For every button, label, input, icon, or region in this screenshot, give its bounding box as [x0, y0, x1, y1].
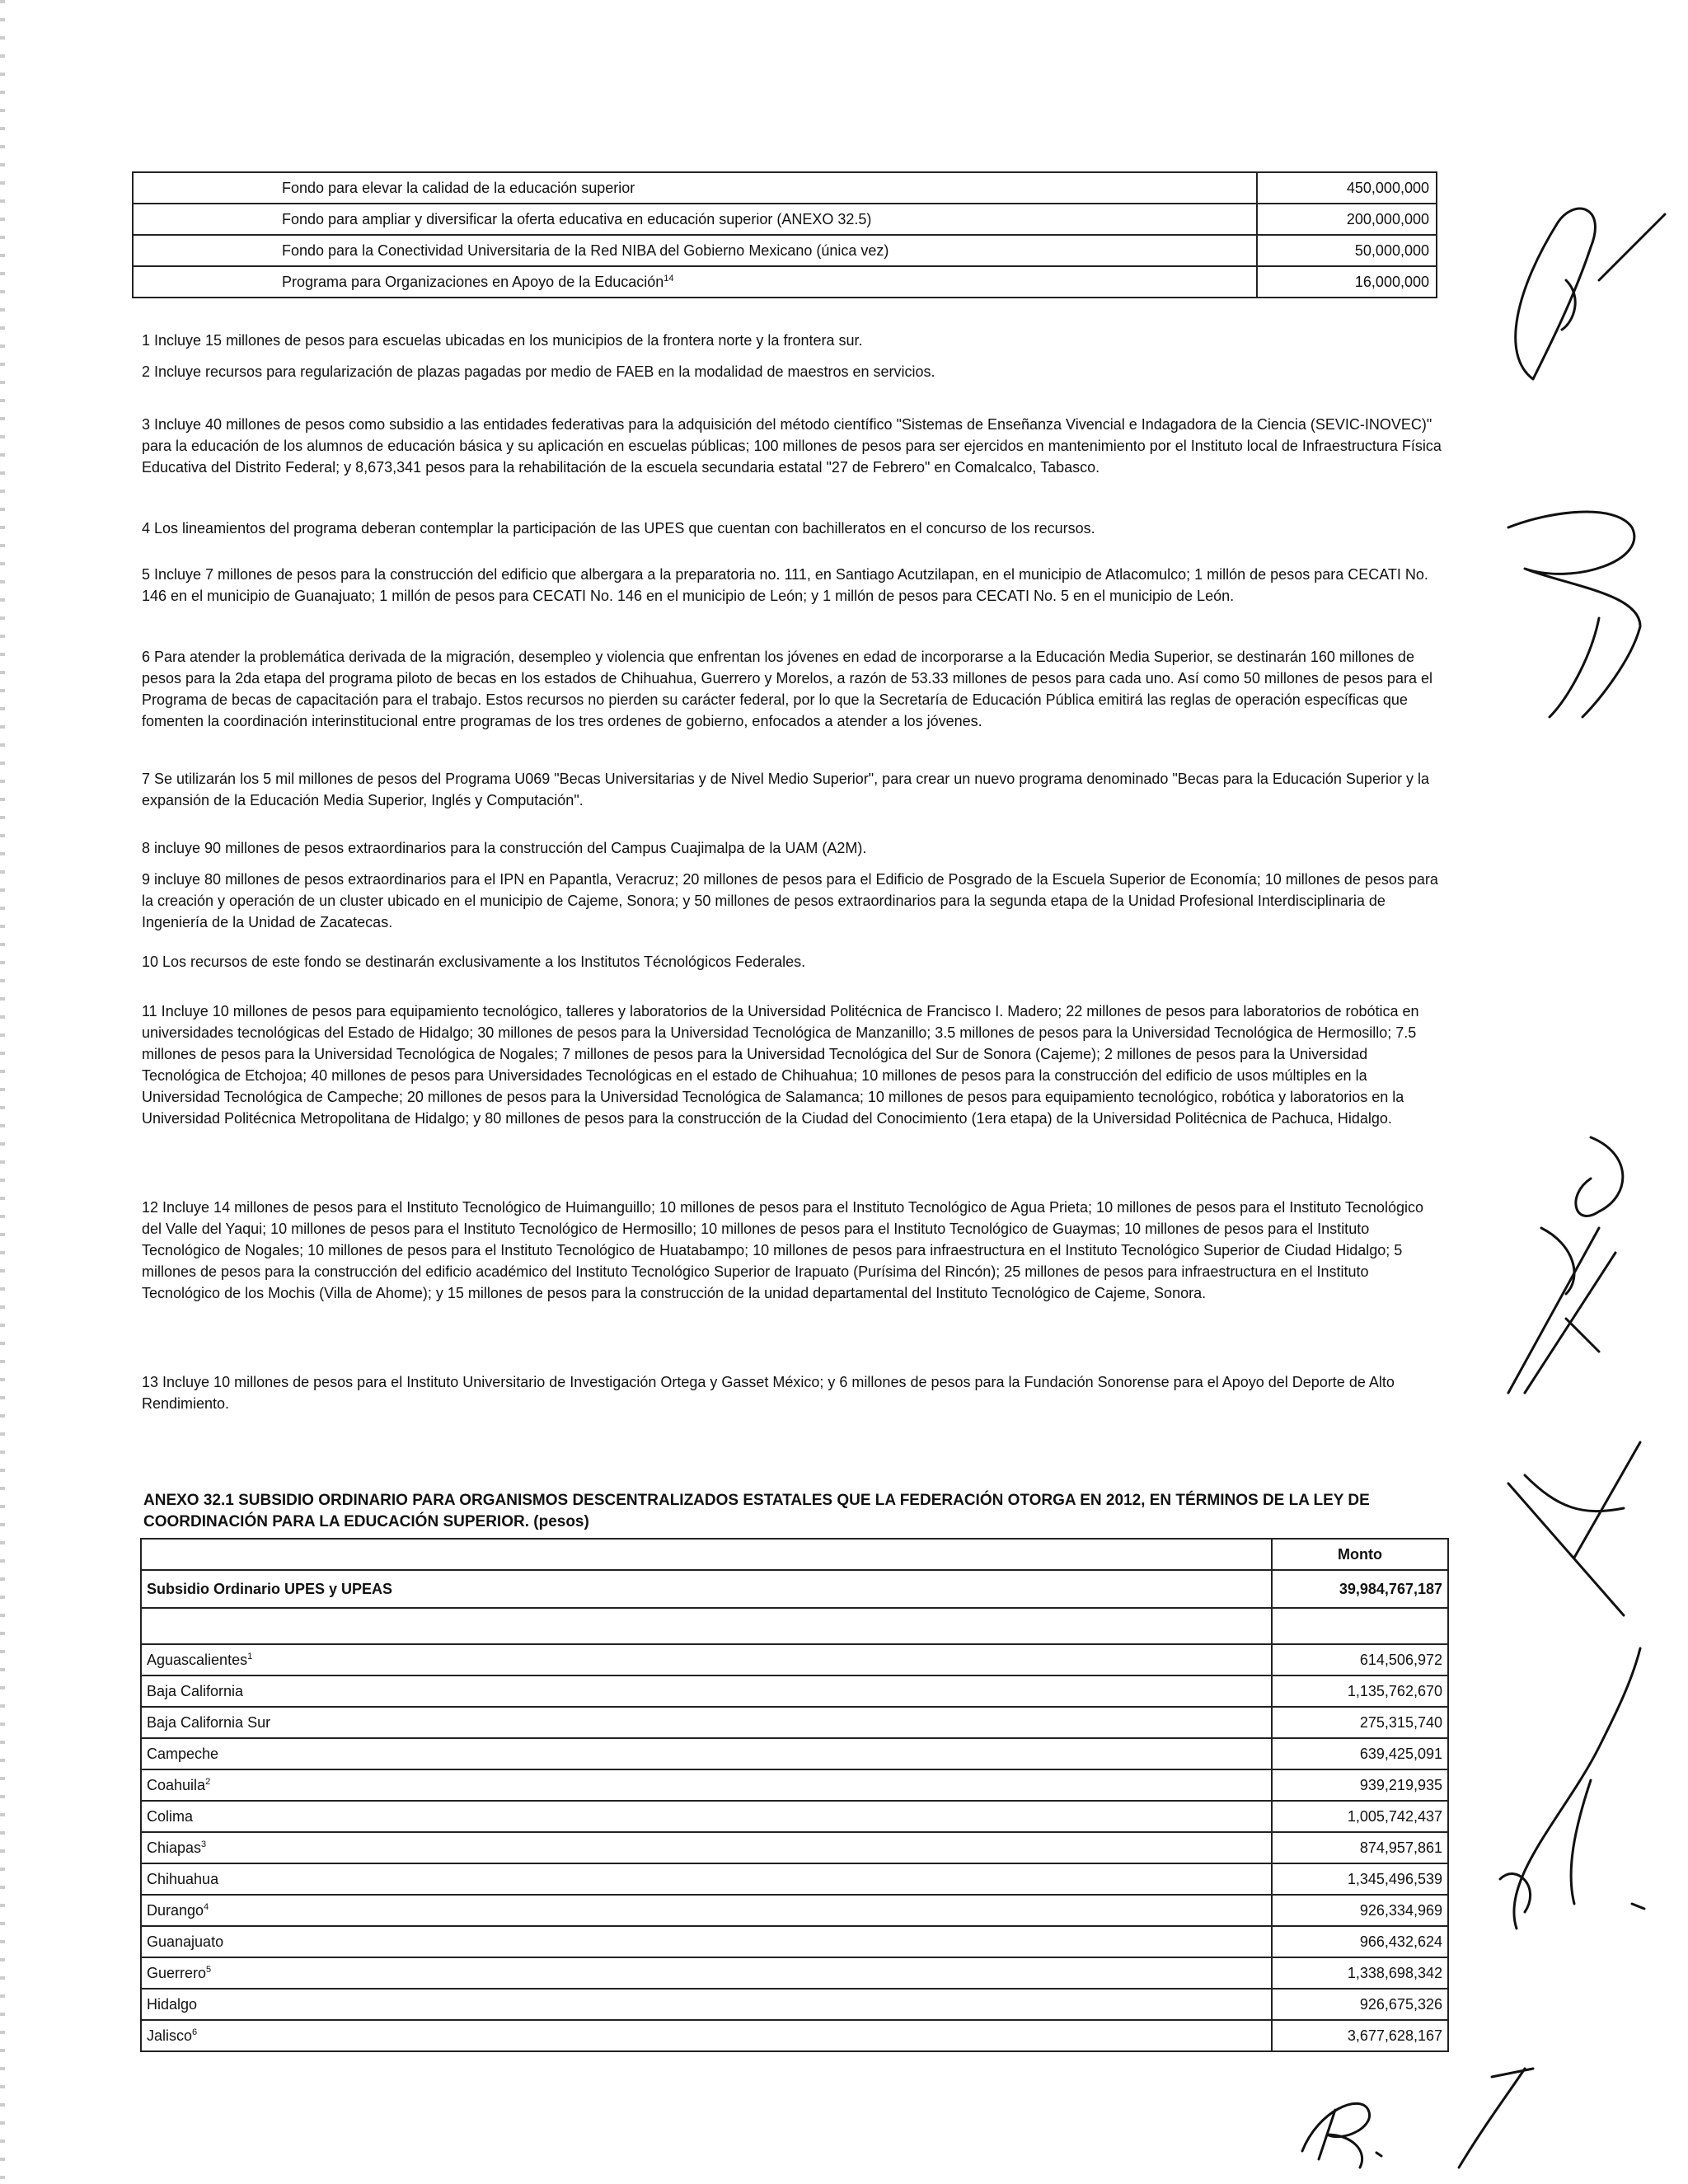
state-cell [141, 1675, 1272, 1707]
state-cell [141, 1644, 1272, 1675]
state-cell [141, 1863, 1272, 1895]
state-name: Hidalgo [147, 1995, 198, 2013]
footnote-5: 5 Incluye 7 millones de pesos para la construcción del edificio que albergara a la preparatoria no. 111, en Santiago Acutzilapan, en el municipio de Atlacomulco; 1 millón de pesos para CECATI No. 146 en el municipio de Guanajuato; 1 millón de pesos para CECATI No. 146 en el municipio de León; y 1 millón de pesos para CECATI No. 5 en el municipio de León. [142, 566, 1428, 604]
annex-table [140, 1538, 1449, 2052]
spacer-cell [141, 1608, 1272, 1644]
table-row [141, 1675, 1448, 1707]
table-row [141, 1769, 1448, 1801]
table-row [141, 1801, 1448, 1832]
signature-4 [1475, 1426, 1665, 1640]
footnote-ref: 3 [201, 1839, 207, 1849]
state-cell [141, 1957, 1272, 1989]
fund-name: Fondo para ampliar y diversificar la oferta educativa en educación superior (ANEXO 32.5) [133, 204, 1257, 235]
state-cell [141, 1832, 1272, 1863]
table-header-row [141, 1539, 1448, 1570]
state-amount: 1,338,698,342 [1272, 1957, 1448, 1989]
state-amount: 275,315,740 [1272, 1707, 1448, 1738]
state-amount: 614,506,972 [1272, 1644, 1448, 1675]
state-amount: 1,345,496,539 [1272, 1863, 1448, 1895]
footnote-ref: 5 [206, 1964, 212, 1975]
state-name: Durango [147, 1901, 204, 1919]
state-amount: 1,135,762,670 [1272, 1675, 1448, 1707]
state-cell [141, 1895, 1272, 1926]
footnote-10: 10 Los recursos de este fondo se destinarán exclusivamente a los Institutos Técnológicos Federales. [142, 954, 806, 970]
state-cell [141, 1769, 1272, 1801]
fund-amount: 50,000,000 [1257, 235, 1437, 266]
state-name: Baja California [147, 1682, 244, 1699]
total-amount: 39,984,767,187 [1272, 1570, 1448, 1608]
state-cell [141, 2020, 1272, 2051]
state-amount: 3,677,628,167 [1272, 2020, 1448, 2051]
table-row [141, 1707, 1448, 1738]
fund-name: Fondo para elevar la calidad de la educación superior [133, 172, 1257, 204]
footnote-1: 1 Incluye 15 millones de pesos para escuelas ubicadas en los municipios de la frontera norte y la frontera sur. [142, 332, 863, 349]
signature-3 [1475, 1121, 1665, 1418]
table-row [133, 266, 1437, 298]
table-row [141, 1926, 1448, 1957]
total-row [141, 1570, 1448, 1608]
fund-amount: 16,000,000 [1257, 266, 1437, 298]
annex-title: ANEXO 32.1 SUBSIDIO ORDINARIO PARA ORGANISMOS DESCENTRALIZADOS ESTATALES QUE LA FEDERACIÓN OTORGA EN 2012, EN TÉRMINOS DE LA LEY DE COORDINACIÓN PARA LA EDUCACIÓN SUPERIOR. (pesos) [143, 1492, 1370, 1530]
state-cell [141, 1926, 1272, 1957]
state-name: Aguascalientes [147, 1651, 248, 1668]
spacer-cell [1272, 1608, 1448, 1644]
footnote-8: 8 incluye 90 millones de pesos extraordinarios para la construcción del Campus Cuajimalpa de la UAM (A2M). [142, 840, 867, 856]
fund-amount: 200,000,000 [1257, 204, 1437, 235]
state-name: Campeche [147, 1745, 219, 1762]
monto-header: Monto [1272, 1539, 1448, 1570]
state-name: Colima [147, 1807, 194, 1825]
footnote-ref: 14 [663, 273, 674, 284]
state-amount: 939,219,935 [1272, 1769, 1448, 1801]
fund-amount: 450,000,000 [1257, 172, 1437, 204]
state-amount: 926,675,326 [1272, 1989, 1448, 2020]
state-name: Chihuahua [147, 1870, 219, 1887]
state-cell [141, 1801, 1272, 1832]
footnote-ref: 4 [204, 1901, 209, 1912]
footnote-ref: 2 [205, 1776, 211, 1787]
state-amount: 926,334,969 [1272, 1895, 1448, 1926]
table-row [141, 1832, 1448, 1863]
state-name: Chiapas [147, 1839, 202, 1856]
footnote-ref: 1 [247, 1651, 253, 1661]
table-row [141, 2020, 1448, 2051]
signature-slash [1442, 2052, 1541, 2176]
table-row [133, 172, 1437, 204]
state-cell [141, 1738, 1272, 1769]
state-name: Coahuila [147, 1776, 206, 1793]
table-row [133, 235, 1437, 266]
state-amount: 639,425,091 [1272, 1738, 1448, 1769]
footnote-13: 13 Incluye 10 millones de pesos para el Instituto Universitario de Investigación Ortega y Gasset México; y 6 millones de pesos para la Fundación Sonorense para el Apoyo del Deporte de Alto Rendimiento. [142, 1374, 1395, 1412]
signature-2 [1475, 494, 1665, 742]
fund-name: Programa para Organizaciones en Apoyo de la Educación [282, 273, 664, 290]
table-row [141, 1895, 1448, 1926]
table-row [133, 204, 1437, 235]
state-name: Jalisco [147, 2027, 193, 2044]
spacer-row [141, 1608, 1448, 1644]
table-row [141, 1989, 1448, 2020]
state-amount: 966,432,624 [1272, 1926, 1448, 1957]
signature-5 [1467, 1632, 1673, 1961]
state-cell [141, 1989, 1272, 2020]
footnote-12: 12 Incluye 14 millones de pesos para el Instituto Tecnológico de Huimanguillo; 10 millones de pesos para el Instituto Tecnológico de Agua Prieta; 10 millones de pesos para el Instituto Tecnológico del Valle del Yaqui; 10 millones de pesos para el Instituto Tecnológico de Hermosillo; 10 millones de pesos para el Instituto Tecnológico de Guaymas; 10 millones de pesos para el Instituto Tecnológico de Nogales; 10 millones de pesos para el Instituto Tecnológico de Huatabampo; 10 millones de pesos para infraestructura en el Instituto Tecnológico Superior de Ciudad Hidalgo; 5 millones de pesos para la construcción del edificio académico del Instituto Tecnológico Superior de Irapuato (Purísima del Rincón); 25 millones de pesos para infraestructura en el Instituto Tecnológico de los Mochis (Villa de Ahome); y 15 millones de pesos para la construcción de la unidad departamental del Instituto Tecnológico de Cajeme, Sonora. [142, 1199, 1423, 1301]
footnote-3: 3 Incluye 40 millones de pesos como subsidio a las entidades federativas para la adquisición del método científico "Sistemas de Enseñanza Vivencial e Indagadora de la Ciencia (SEVIC-INOVEC)" para la educación de los alumnos de educación básica y su aplicación en escuelas públicas; 100 millones de pesos para ser ejercidos en mantenimiento por el Instituto local de Infraestructura Física Educativa del Distrito Federal; y 8,673,341 pesos para la rehabilitación de la escuela secundaria estatal "27 de Febrero" en Comalcalco, Tabasco. [142, 416, 1442, 476]
state-amount: 874,957,861 [1272, 1832, 1448, 1863]
fund-name-cell [133, 266, 1257, 298]
state-cell [141, 1707, 1272, 1738]
state-name: Guerrero [147, 1964, 207, 1981]
scan-edge-marks [0, 0, 5, 2184]
table-row [141, 1863, 1448, 1895]
total-label: Subsidio Ordinario UPES y UPEAS [141, 1570, 1272, 1608]
funds-table [132, 171, 1437, 298]
table-row [141, 1644, 1448, 1675]
footnote-6: 6 Para atender la problemática derivada de la migración, desempleo y violencia que enfrentan los jóvenes en edad de incorporarse a la Educación Media Superior, se destinarán 160 millones de pesos para la 2da etapa del programa piloto de becas en los estados de Chihuahua, Guerrero y Morelos, a razón de 53.33 millones de pesos para cada uno. Así como 50 millones de pesos para el Programa de becas de capacitación para el trabajo. Estos recursos no pierden su carácter federal, por lo que la Secretaría de Educación Pública emitirá las reglas de operación específicas que fomenten la coordinación interinstitucional entre programas de los tres ordenes de gobierno, enfocados a atender a los jóvenes. [142, 649, 1432, 729]
table-row [141, 1738, 1448, 1769]
footnote-7: 7 Se utilizarán los 5 mil millones de pesos del Programa U069 "Becas Universitarias y de Nivel Medio Superior", para crear un nuevo programa denominado "Becas para la Educación Superior y la expansión de la Educación Media Superior, Inglés y Computación". [142, 771, 1429, 808]
signature-1 [1484, 190, 1673, 404]
table-row [141, 1957, 1448, 1989]
footnote-2: 2 Incluye recursos para regularización de plazas pagadas por medio de FAEB en la modalidad de maestros en servicios. [142, 363, 935, 380]
fund-name: Fondo para la Conectividad Universitaria de la Red NIBA del Gobierno Mexicano (única vez) [133, 235, 1257, 266]
footnote-4: 4 Los lineamientos del programa deberan contemplar la participación de las UPES que cuentan con bachilleratos en el concurso de los recursos. [142, 520, 1095, 537]
state-name: Baja California Sur [147, 1713, 271, 1731]
footnote-11: 11 Incluye 10 millones de pesos para equipamiento tecnológico, talleres y laboratorios de la Universidad Politécnica de Francisco I. Madero; 22 millones de pesos para laboratorios de robótica en universidades tecnológicas del Estado de Hidalgo; 30 millones de pesos para la Universidad Tecnológica de Manzanillo; 3.5 millones de pesos para la Universidad Tecnológica de Hermosillo; 7.5 millones de pesos para la Universidad Tecnológica de Nogales; 7 millones de pesos para la Universidad Tecnológica del Sur de Sonora (Cajeme); 2 millones de pesos para la Universidad Tecnológica de Etchojoa; 40 millones de pesos para Universidades Tecnológicas en el estado de Chihuahua; 10 millones de pesos para la construcción del edificio de usos múltiples en la Universidad Tecnológica de Campeche; 20 millones de pesos para la Universidad Tecnológica de Salamanca; 10 millones de pesos para equipamiento tecnológico, robótica y laboratorios en la Universidad Politécnica Metropolitana de Hidalgo; y 80 millones de pesos para la construcción de la Ciudad del Conocimiento (1era etapa) de la Universidad Politécnica de Pachuca, Hidalgo. [142, 1003, 1419, 1127]
footnote-ref: 6 [192, 2027, 198, 2037]
signature-initials [1286, 2077, 1401, 2176]
footnote-9: 9 incluye 80 millones de pesos extraordinarios para el IPN en Papantla, Veracruz; 20 millones de pesos para el Edificio de Posgrado de la Escuela Superior de Economía; 10 millones de pesos para la creación y operación de un cluster ubicado en el municipio de Cajeme, Sonora; y 50 millones de pesos extraordinarios para la segunda etapa de la Unidad Profesional Interdisciplinaria de Ingeniería de la Unidad de Zacatecas. [142, 871, 1438, 930]
state-name: Guanajuato [147, 1933, 224, 1950]
state-amount: 1,005,742,437 [1272, 1801, 1448, 1832]
header-blank-cell [141, 1539, 1272, 1570]
